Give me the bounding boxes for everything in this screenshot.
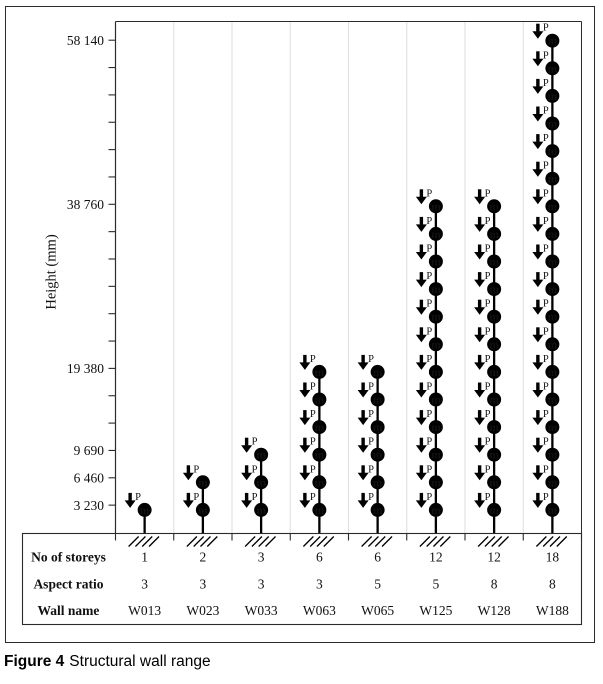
mass-label: m [489, 201, 499, 214]
load-label: P [309, 436, 316, 448]
load-arrow-icon [358, 362, 369, 370]
load-label: P [309, 464, 316, 476]
wall-column-W013 [125, 492, 159, 547]
table-row-label: Wall name [37, 603, 100, 618]
mass-label: m [547, 63, 558, 76]
mass-label: m [489, 284, 499, 297]
table-cell-no_of_storeys-W023: 2 [199, 549, 207, 565]
load-arrow-icon [532, 114, 543, 122]
wall-column-W125 [416, 188, 450, 546]
mass-label: m [431, 228, 441, 241]
load-arrow-shaft [245, 465, 248, 473]
load-arrow-shaft [420, 355, 423, 363]
load-arrow-shaft [478, 493, 481, 501]
load-arrow-shaft [478, 327, 481, 335]
table-cell-aspect_ratio-W033: 3 [257, 576, 265, 592]
load-arrow-shaft [420, 245, 423, 253]
load-arrow-shaft [478, 272, 481, 280]
mass-label: m [431, 201, 441, 214]
mass-label: m [547, 146, 558, 159]
mass-label: m [372, 394, 383, 407]
load-arrow-icon [183, 473, 194, 481]
load-arrow-shaft [420, 465, 423, 473]
figure-caption-label: Figure 4 [4, 653, 65, 670]
mass-label: m [372, 422, 383, 435]
load-arrow-shaft [478, 410, 481, 418]
load-arrow-icon [474, 224, 485, 232]
load-arrow-icon [532, 418, 543, 426]
load-arrow-shaft [536, 465, 539, 473]
load-label: P [135, 491, 141, 503]
load-arrow-icon [416, 335, 427, 343]
load-arrow-icon [532, 224, 543, 232]
load-label: P [484, 243, 491, 255]
load-arrow-icon [532, 335, 543, 343]
load-label: P [542, 298, 549, 310]
mass-label: m [431, 311, 441, 324]
figure-caption-text: Structural wall range [69, 653, 211, 670]
load-arrow-icon [416, 418, 427, 426]
load-arrow-icon [358, 500, 369, 508]
mass-label: m [431, 504, 441, 517]
mass-label: m [547, 35, 558, 48]
mass-label: m [314, 449, 325, 462]
table-cell-wall_name-W125: W125 [419, 603, 453, 618]
load-arrow-icon [532, 59, 543, 67]
load-label: P [542, 436, 549, 448]
table-cell-no_of_storeys-W188: 18 [545, 549, 560, 565]
load-label: P [542, 77, 549, 89]
load-arrow-shaft [420, 493, 423, 501]
load-arrow-icon [299, 418, 310, 426]
load-arrow-shaft [303, 438, 306, 446]
mass-label: m [547, 256, 558, 269]
load-label: P [484, 409, 491, 421]
mass-label: m [256, 504, 266, 517]
load-arrow-shaft [420, 327, 423, 335]
load-arrow-shaft [128, 493, 131, 501]
load-label: P [542, 491, 549, 503]
load-arrow-shaft [303, 383, 306, 391]
mass-label: m [431, 449, 441, 462]
mass-label: m [489, 339, 499, 352]
load-arrow-icon [183, 500, 194, 508]
load-arrow-shaft [361, 438, 364, 446]
load-arrow-shaft [536, 189, 539, 197]
mass-label: m [489, 477, 499, 490]
load-label: P [484, 464, 491, 476]
load-arrow-icon [416, 224, 427, 232]
load-label: P [542, 188, 549, 200]
load-arrow-icon [416, 252, 427, 260]
load-arrow-shaft [303, 355, 306, 363]
load-arrow-icon [474, 252, 485, 260]
load-label: P [542, 105, 549, 117]
table-cell-no_of_storeys-W033: 3 [257, 549, 265, 565]
load-arrow-icon [299, 500, 310, 508]
mass-label: m [547, 366, 558, 379]
load-label: P [368, 436, 374, 448]
load-arrow-icon [532, 197, 543, 205]
load-arrow-icon [532, 252, 543, 260]
mass-label: m [489, 256, 499, 269]
load-arrow-icon [416, 307, 427, 315]
load-label: P [426, 491, 433, 503]
y-axis-tick-label: 9 690 [73, 443, 104, 459]
table-cell-aspect_ratio-W188: 8 [549, 576, 556, 592]
mass-label: m [198, 477, 208, 490]
y-axis-tick-label: 19 380 [66, 361, 104, 377]
mass-label: m [256, 449, 266, 462]
mass-label: m [198, 504, 208, 517]
load-arrow-shaft [420, 217, 423, 225]
load-arrow-icon [299, 362, 310, 370]
load-label: P [542, 243, 549, 255]
mass-label: m [547, 90, 558, 103]
load-label: P [426, 298, 433, 310]
load-arrow-icon [532, 500, 543, 508]
load-arrow-icon [532, 390, 543, 398]
load-arrow-shaft [536, 217, 539, 225]
load-arrow-shaft [478, 300, 481, 308]
load-label: P [193, 491, 200, 503]
load-arrow-shaft [478, 355, 481, 363]
mass-label: m [372, 477, 383, 490]
mass-label: m [547, 504, 558, 517]
table-cell-aspect_ratio-W128: 8 [490, 576, 498, 592]
mass-label: m [314, 366, 325, 379]
mass-label: m [314, 394, 325, 407]
mass-label: m [547, 422, 558, 435]
load-arrow-icon [474, 445, 485, 453]
load-arrow-icon [532, 307, 543, 315]
load-label: P [484, 271, 491, 283]
load-arrow-shaft [361, 410, 364, 418]
load-label: P [542, 409, 549, 421]
table-cell-wall_name-W188: W188 [535, 603, 569, 618]
load-label: P [542, 464, 549, 476]
load-arrow-icon [358, 418, 369, 426]
mass-label: m [372, 504, 383, 517]
load-arrow-shaft [420, 300, 423, 308]
load-label: P [251, 436, 258, 448]
load-arrow-icon [416, 500, 427, 508]
load-arrow-icon [358, 473, 369, 481]
mass-label: m [547, 339, 558, 352]
load-label: P [484, 381, 491, 393]
table-cell-no_of_storeys-W013: 1 [141, 549, 148, 565]
table-cell-wall_name-W065: W065 [361, 603, 395, 618]
load-label: P [542, 133, 549, 145]
load-arrow-icon [532, 445, 543, 453]
load-arrow-icon [474, 418, 485, 426]
load-label: P [542, 326, 549, 338]
load-arrow-shaft [245, 438, 248, 446]
mass-label: m [431, 422, 441, 435]
wall-column-W063 [299, 354, 333, 547]
load-arrow-icon [474, 473, 485, 481]
load-arrow-icon [474, 335, 485, 343]
mass-label: m [489, 366, 499, 379]
y-axis-title: Height (mm) [43, 234, 60, 310]
mass-label: m [372, 449, 383, 462]
load-arrow-shaft [536, 51, 539, 59]
load-arrow-icon [532, 473, 543, 481]
load-label: P [426, 381, 433, 393]
load-arrow-icon [416, 445, 427, 453]
load-arrow-shaft [303, 465, 306, 473]
mass-label: m [489, 449, 499, 462]
table-cell-aspect_ratio-W063: 3 [316, 576, 323, 592]
load-label: P [193, 464, 200, 476]
load-arrow-shaft [536, 383, 539, 391]
load-arrow-shaft [420, 272, 423, 280]
load-arrow-icon [416, 473, 427, 481]
mass-label: m [489, 228, 499, 241]
load-arrow-shaft [536, 272, 539, 280]
load-arrow-shaft [478, 189, 481, 197]
mass-label: m [431, 339, 441, 352]
load-label: P [542, 271, 549, 283]
load-label: P [542, 381, 549, 393]
load-label: P [368, 491, 374, 503]
load-label: P [542, 50, 549, 62]
wall-column-W033 [241, 437, 275, 547]
mass-label: m [547, 201, 558, 214]
load-arrow-icon [125, 500, 136, 508]
mass-label: m [547, 228, 558, 241]
load-arrow-shaft [245, 493, 248, 501]
load-label: P [426, 353, 433, 365]
mass-label: m [547, 311, 558, 324]
load-arrow-icon [532, 362, 543, 370]
table-cell-wall_name-W013: W013 [128, 603, 162, 618]
load-arrow-icon [358, 445, 369, 453]
load-label: P [426, 243, 433, 255]
wall-column-W128 [474, 188, 508, 546]
load-label: P [426, 188, 433, 200]
table-cell-no_of_storeys-W125: 12 [429, 549, 443, 565]
mass-label: m [431, 394, 441, 407]
load-arrow-shaft [420, 438, 423, 446]
load-arrow-shaft [536, 355, 539, 363]
load-arrow-shaft [478, 245, 481, 253]
load-label: P [542, 22, 549, 34]
load-label: P [484, 353, 491, 365]
load-arrow-icon [474, 307, 485, 315]
load-arrow-icon [358, 390, 369, 398]
table-cell-no_of_storeys-W063: 6 [316, 549, 323, 565]
load-label: P [309, 353, 316, 365]
mass-label: m [372, 366, 383, 379]
load-label: P [251, 464, 258, 476]
table-cell-wall_name-W128: W128 [477, 603, 511, 618]
load-arrow-shaft [536, 493, 539, 501]
load-arrow-icon [474, 362, 485, 370]
mass-label: m [314, 504, 325, 517]
table-cell-aspect_ratio-W023: 3 [199, 576, 207, 592]
load-arrow-shaft [478, 465, 481, 473]
table-cell-aspect_ratio-W065: 5 [374, 576, 381, 592]
load-arrow-icon [474, 390, 485, 398]
load-arrow-icon [241, 473, 252, 481]
load-arrow-shaft [478, 438, 481, 446]
load-arrow-shaft [478, 383, 481, 391]
load-label: P [309, 491, 316, 503]
mass-label: m [547, 449, 558, 462]
load-arrow-icon [474, 197, 485, 205]
load-arrow-shaft [536, 79, 539, 87]
load-label: P [368, 464, 374, 476]
load-label: P [368, 409, 374, 421]
table-cell-wall_name-W063: W063 [302, 603, 336, 618]
wall-column-W023 [183, 464, 217, 546]
load-arrow-shaft [536, 24, 539, 32]
load-arrow-shaft [536, 134, 539, 142]
load-arrow-icon [532, 280, 543, 288]
load-label: P [484, 215, 491, 227]
load-label: P [542, 160, 549, 172]
load-arrow-shaft [361, 493, 364, 501]
load-label: P [426, 271, 433, 283]
mass-label: m [431, 256, 441, 269]
load-arrow-shaft [536, 162, 539, 170]
wall-column-W065 [358, 354, 392, 547]
mass-label: m [547, 477, 558, 490]
load-arrow-icon [532, 169, 543, 177]
mass-label: m [547, 394, 558, 407]
mass-label: m [489, 504, 499, 517]
load-arrow-icon [474, 280, 485, 288]
load-label: P [484, 188, 491, 200]
load-label: P [542, 353, 549, 365]
mass-label: m [431, 366, 441, 379]
load-arrow-shaft [303, 493, 306, 501]
load-arrow-icon [241, 500, 252, 508]
load-arrow-shaft [361, 355, 364, 363]
mass-label: m [314, 422, 325, 435]
load-label: P [484, 436, 491, 448]
y-axis-tick-label: 58 140 [66, 32, 104, 48]
load-arrow-shaft [536, 300, 539, 308]
mass-label: m [489, 311, 499, 324]
load-arrow-icon [241, 445, 252, 453]
y-axis-tick-label: 6 460 [73, 470, 104, 486]
table-cell-wall_name-W023: W023 [186, 603, 220, 618]
load-arrow-icon [299, 473, 310, 481]
load-arrow-shaft [420, 383, 423, 391]
table-row-label: No of storeys [31, 549, 106, 565]
load-label: P [484, 491, 491, 503]
mass-label: m [256, 477, 266, 490]
load-arrow-shaft [361, 465, 364, 473]
load-arrow-shaft [536, 327, 539, 335]
load-arrow-shaft [536, 438, 539, 446]
load-label: P [426, 409, 433, 421]
table-row-label: Aspect ratio [33, 576, 104, 592]
load-arrow-icon [299, 445, 310, 453]
table-cell-aspect_ratio-W125: 5 [432, 576, 440, 592]
load-arrow-icon [299, 390, 310, 398]
mass-label: m [139, 504, 150, 517]
mass-label: m [431, 284, 441, 297]
load-label: P [368, 381, 374, 393]
table-cell-aspect_ratio-W013: 3 [141, 576, 148, 592]
load-arrow-icon [416, 362, 427, 370]
load-label: P [251, 491, 258, 503]
load-arrow-icon [532, 142, 543, 150]
mass-label: m [489, 394, 499, 407]
y-axis-tick-label: 3 230 [73, 497, 104, 513]
load-arrow-icon [416, 197, 427, 205]
wall-column-W188 [532, 23, 566, 547]
load-arrow-icon [532, 31, 543, 39]
load-arrow-shaft [536, 245, 539, 253]
load-arrow-icon [416, 390, 427, 398]
load-arrow-shaft [361, 383, 364, 391]
load-label: P [309, 381, 316, 393]
mass-label: m [431, 477, 441, 490]
figure-caption [4, 653, 211, 671]
load-label: P [542, 215, 549, 227]
mass-label: m [547, 173, 558, 186]
load-label: P [426, 326, 433, 338]
mass-label: m [489, 422, 499, 435]
mass-label: m [547, 118, 558, 131]
load-label: P [309, 409, 316, 421]
load-label: P [484, 298, 491, 310]
y-axis-tick-label: 38 760 [66, 197, 104, 212]
load-label: P [426, 215, 433, 227]
mass-label: m [314, 477, 325, 490]
table-cell-no_of_storeys-W065: 6 [374, 549, 381, 565]
load-arrow-icon [474, 500, 485, 508]
load-arrow-shaft [536, 107, 539, 115]
load-label: P [426, 436, 433, 448]
load-arrow-shaft [478, 217, 481, 225]
load-arrow-shaft [187, 493, 190, 501]
mass-label: m [547, 284, 558, 297]
load-label: P [484, 326, 491, 338]
table-cell-wall_name-W033: W033 [244, 603, 278, 618]
load-label: P [426, 464, 433, 476]
load-arrow-icon [416, 280, 427, 288]
load-arrow-shaft [420, 410, 423, 418]
load-arrow-icon [532, 86, 543, 94]
load-arrow-shaft [303, 410, 306, 418]
table-cell-no_of_storeys-W128: 12 [487, 549, 501, 565]
load-arrow-shaft [187, 465, 190, 473]
load-arrow-shaft [536, 410, 539, 418]
load-arrow-shaft [420, 189, 423, 197]
load-label: P [368, 353, 374, 365]
